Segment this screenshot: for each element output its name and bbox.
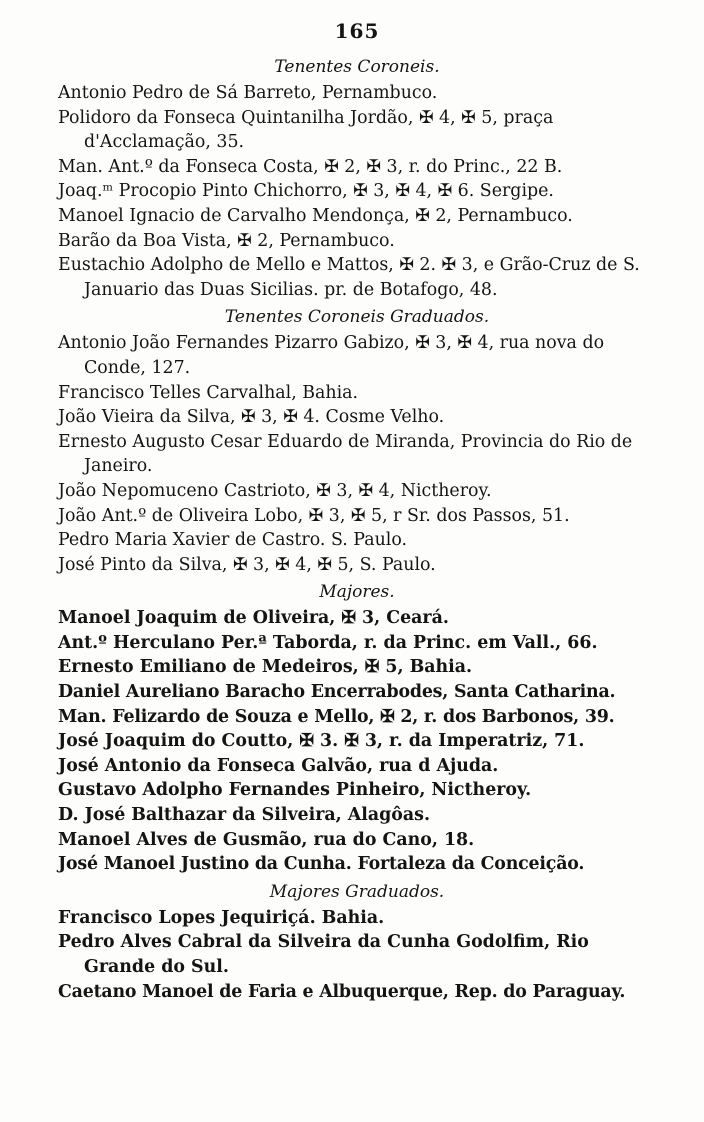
section-majores <box>58 579 656 877</box>
list-item: Eustachio Adolpho de Mello e Mattos, ✠ 2. ✠ 3, e Grão-Cruz de S. Januario das Duas Sicilias. pr. de Botafogo, 48. <box>58 255 640 300</box>
list-item: João Ant.º de Oliveira Lobo, ✠ 3, ✠ 5, r Sr. dos Passos, 51. <box>58 505 570 526</box>
section-heading: Majores. <box>319 582 395 603</box>
list-item: José Manoel Justino da Cunha. Fortaleza da Conceição. <box>58 854 585 875</box>
list-item: Polidoro da Fonseca Quintanilha Jordão, ✠ 4, ✠ 5, praça d'Acclamação, 35. <box>58 107 554 153</box>
list-item: Manoel Joaquim de Oliveira, ✠ 3, Ceará. <box>58 608 449 629</box>
list-item: Manoel Alves de Gusmão, rua do Cano, 18. <box>58 829 475 850</box>
section-heading: Tenentes Coroneis. <box>274 57 440 77</box>
list-item: José Joaquim do Coutto, ✠ 3. ✠ 3, r. da Imperatriz, 71. <box>58 731 585 752</box>
list-item: Antonio João Fernandes Pizarro Gabizo, ✠ 3, ✠ 4, rua nova do Conde, 127. <box>58 333 605 378</box>
list-item: José Antonio da Fonseca Galvão, rua d Ajuda. <box>58 755 499 776</box>
list-item: Caetano Manoel de Faria e Albuquerque, Rep. do Paraguay. <box>58 981 626 1002</box>
list-item: Man. Felizardo de Souza e Mello, ✠ 2, r. dos Barbonos, 39. <box>58 706 615 727</box>
section-heading: Tenentes Coroneis Graduados. <box>224 307 490 328</box>
list-item: Barão da Boa Vista, ✠ 2, Pernambuco. <box>58 230 395 251</box>
list-item: Pedro Alves Cabral da Silveira da Cunha Godolfim, Rio Grande do Sul. <box>58 932 589 977</box>
section-tenentes-coroneis-graduados <box>58 304 656 577</box>
list-item: Manoel Ignacio de Carvalho Mendonça, ✠ 2, Pernambuco. <box>58 205 573 226</box>
list-item: D. José Balthazar da Silveira, Alagôas. <box>58 805 430 826</box>
section-majores-graduados <box>58 879 656 1004</box>
section-tenentes-coroneis <box>58 54 656 302</box>
list-item: Pedro Maria Xavier de Castro. S. Paulo. <box>58 530 408 551</box>
list-item: João Nepomuceno Castrioto, ✠ 3, ✠ 4, Nictheroy. <box>58 480 492 501</box>
section-heading: Majores Graduados. <box>269 881 445 902</box>
document-page <box>58 14 656 1004</box>
list-item: Man. Ant.º da Fonseca Costa, ✠ 2, ✠ 3, r. do Princ., 22 B. <box>58 156 563 177</box>
list-item: Francisco Lopes Jequiriçá. Bahia. <box>58 907 385 928</box>
list-item: Antonio Pedro de Sá Barreto, Pernambuco. <box>58 83 438 103</box>
list-item: Gustavo Adolpho Fernandes Pinheiro, Nictheroy. <box>58 780 532 801</box>
list-item: João Vieira da Silva, ✠ 3, ✠ 4. Cosme Velho. <box>58 407 445 428</box>
list-item: Ernesto Emiliano de Medeiros, ✠ 5, Bahia. <box>58 657 473 678</box>
list-item: Daniel Aureliano Baracho Encerrabodes, Santa Catharina. <box>58 682 616 703</box>
list-item: Ant.º Herculano Per.ª Taborda, r. da Princ. em Vall., 66. <box>58 632 598 653</box>
page-number: 165 <box>334 19 380 43</box>
list-item: José Pinto da Silva, ✠ 3, ✠ 4, ✠ 5, S. Paulo. <box>58 554 436 575</box>
list-item: Ernesto Augusto Cesar Eduardo de Miranda, Provincia do Rio de Janeiro. <box>58 431 633 477</box>
list-item: Joaq.ᵐ Procopio Pinto Chichorro, ✠ 3, ✠ 4, ✠ 6. Sergipe. <box>58 181 554 202</box>
list-item: Francisco Telles Carvalhal, Bahia. <box>58 382 359 403</box>
